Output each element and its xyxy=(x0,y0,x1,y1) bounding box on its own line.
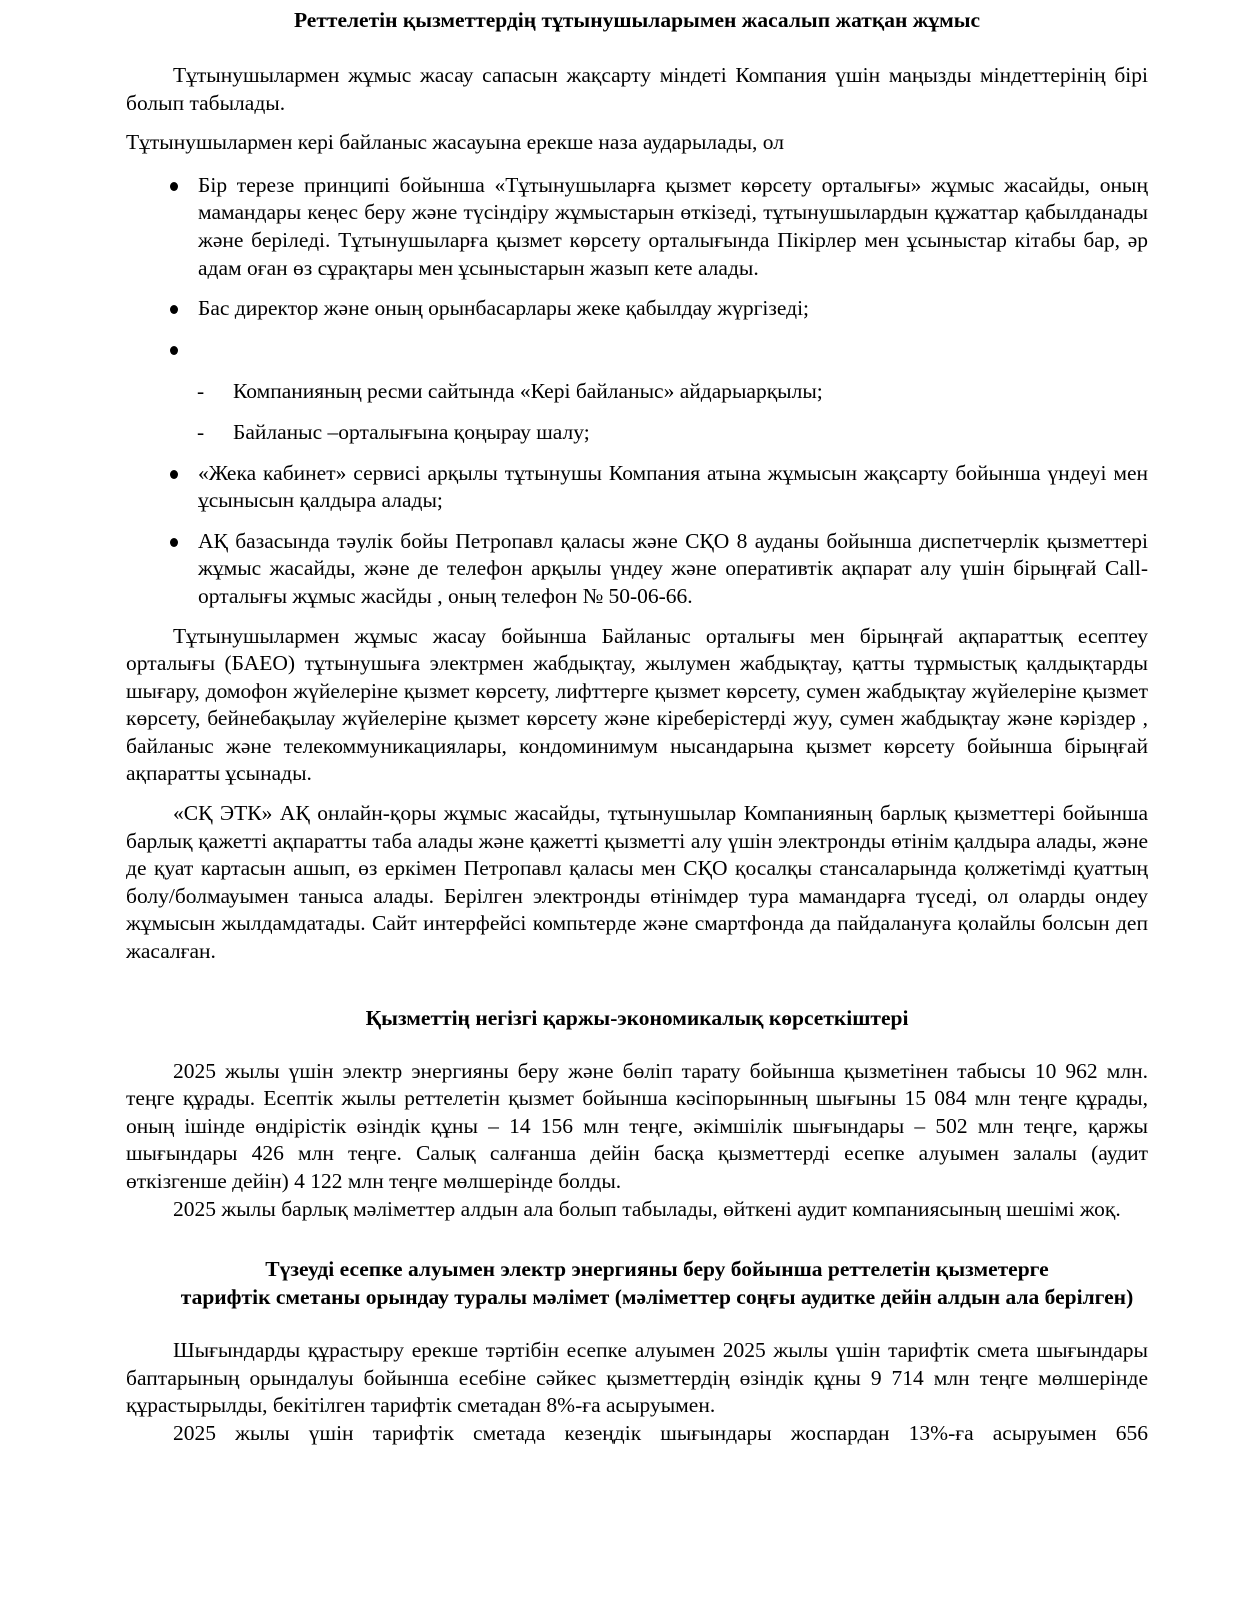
list-item-text: АҚ базасында тәулік бойы Петропавл қаласы және СҚО 8 ауданы бойынша диспетчерлік қызметтері жұмыс жасайды, және де телефон арқылы үндеу және оперативтік ақпарат алу үшін бірыңғай Call-орталығы жұмыс жасйды , оның телефон № 50-06-66. xyxy=(198,528,1148,608)
income-paragraph: 2025 жылы үшін электр энергияны беру және бөліп тарату бойынша қызметінен табысы 10 962 млн. теңге құрады. Есептік жылы реттелетін қызмет бойынша кәсіпорынның шығыны 15 084 млн теңге құрады, оның ішінде өндірістік өзіндік құны – 14 156 млн теңге, әкімшілік шығындары – 502 млн теңге, қаржы шығындары 426 млн теңге. Салық салғанша дейін басқа қызметтерді есепке алуымен залалы (аудит өткізгенше дейін) 4 122 млн теңге мөлшерінде болды. xyxy=(126,1058,1148,1193)
dash-icon: - xyxy=(197,419,205,444)
document-page xyxy=(126,0,1148,1448)
feedback-lead-paragraph: Тұтынушылармен кері байланыс жасауына ерекше наза аударылады, ол xyxy=(126,130,784,155)
section-title-financial-indicators: Қызметтің негізгі қаржы-экономикалық көрсеткіштері xyxy=(365,1005,909,1030)
list-item-text: Бір терезе принципі бойынша «Тұтынушыларға қызмет көрсету орталығы» жұмыс жасайды, оның мамандары кеңес беру және түсіндіру жұмыстарын өткізеді, тұтынушылардын құжаттар қабылданады және беріледі. Тұтынушыларға қызмет көрсету орталығында Пікірлер мен ұсыныстар кітабы бар, әр адам оған өз сұрақтары мен ұсыныстарын жазып кете алады. xyxy=(198,172,1148,280)
list-item xyxy=(126,419,1148,447)
list-item-text: «Жека кабинет» сервисі арқылы тұтынушы Компания атына жұмысын жақсарту бойынша үндеуі мен ұсынысын қалдыра алады; xyxy=(198,460,1148,513)
list-item xyxy=(126,172,1148,282)
preliminary-data-paragraph: 2025 жылы барлық мәліметтер алдын ала болып табылады, өйткені аудит компаниясының шешімі жоқ. xyxy=(173,1196,1121,1221)
list-item-text: Компанияның ресми сайтында «Кері байланыс» айдарыарқылы; xyxy=(233,379,823,404)
bullet-icon xyxy=(170,182,178,191)
bullet-icon xyxy=(170,346,178,355)
dash-icon: - xyxy=(197,379,205,404)
section-title-consumer-work: Реттелетін қызметтердің тұтынушыларымен жасалып жатқан жұмыс xyxy=(293,8,981,32)
list-item xyxy=(126,295,1148,323)
section-title-tariff-execution xyxy=(126,1255,1148,1311)
feedback-channels-list xyxy=(126,172,1148,364)
bullet-icon xyxy=(170,470,178,479)
intro-paragraph: Тұтынушылармен жұмыс жасау сапасын жақсарту міндеті Компания үшін маңызды міндеттерінің бірі болып табылады. xyxy=(126,63,1148,115)
title-line-2: тарифтік сметаны орындау туралы мәлімет (мәліметтер соңғы аудитке дейін алдын ала берілген) xyxy=(180,1285,1134,1310)
cost-paragraph: Шығындарды құрастыру ерекше тәртібін есепке алуымен 2025 жылы үшін тарифтік смета шығындары баптарының орындалуы бойынша есебіне сәйкес қызметтердің өзіндік құны 9 714 млн теңге мөлшерінде құрастырылды, бекітілген тарифтік сметадан 8%-ға асыруымен. xyxy=(126,1338,1148,1418)
list-item xyxy=(126,528,1148,611)
bullet-icon xyxy=(170,538,178,547)
title-line-1: Түзеуді есепке алуымен электр энергияны беру бойынша реттелетін қызметерге xyxy=(265,1257,1049,1282)
baeo-paragraph: Тұтынушылармен жұмыс жасау бойынша Байланыс орталығы мен бірыңғай ақпараттық есептеу орталығы (БАЕО) тұтынушыға электрмен жабдықтау, жылумен жабдықтау, қатты тұрмыстық қалдықтарды шығару, домофон жүйелеріне қызмет көрсету, лифттерге қызмет көрсету, сумен жабдықтау жүйелеріне қызмет көрсету, бейнебақылау жүйелеріне қызмет көрсету және кіреберістерді жуу, сумен жабдықтау және кәріздер , байланыс және телекоммуникациялары, кондоминимум нысандарына қызмет көрсету бойынша бірыңғай ақпаратты ұсынады. xyxy=(126,623,1148,786)
contact-methods-list xyxy=(126,378,1148,446)
services-list xyxy=(126,460,1148,611)
list-item xyxy=(126,378,1148,406)
list-item-text: Бас директор және оның орынбасарлары жеке қабылдау жүргізеді; xyxy=(198,296,810,321)
list-item xyxy=(126,460,1148,515)
bullet-icon xyxy=(170,305,178,314)
list-item-empty xyxy=(126,336,1148,364)
online-service-paragraph: «СҚ ЭТК» АҚ онлайн-қоры жұмыс жасайды, тұтынушылар Компанияның барлық қызметтері бойынша барлық қажетті ақпаратты таба алады және қажетті қызметті алу үшін электронды өтінім қалдыра алады, және де қуат картасын ашып, өз еркімен Петропавл қаласы мен СҚО қосалқы стансаларында қолжетімді қуаттың болу/болмауымен таныса алады. Берілген электронды өтінімдер тура мамандарға түседі, ол оларды ондеу жұмысын жылдамдатады. Сайт интерфейсі компьтерде және смартфонда да пайдалануға қолайлы болсын деп жасалған. xyxy=(126,801,1148,964)
list-item-text: Байланыс –орталығына қоңырау шалу; xyxy=(233,419,590,444)
period-costs-paragraph: 2025 жылы үшін тарифтік сметада кезеңдік шығындары жоспардан 13%-ға асыруымен 656 xyxy=(173,1420,1148,1445)
